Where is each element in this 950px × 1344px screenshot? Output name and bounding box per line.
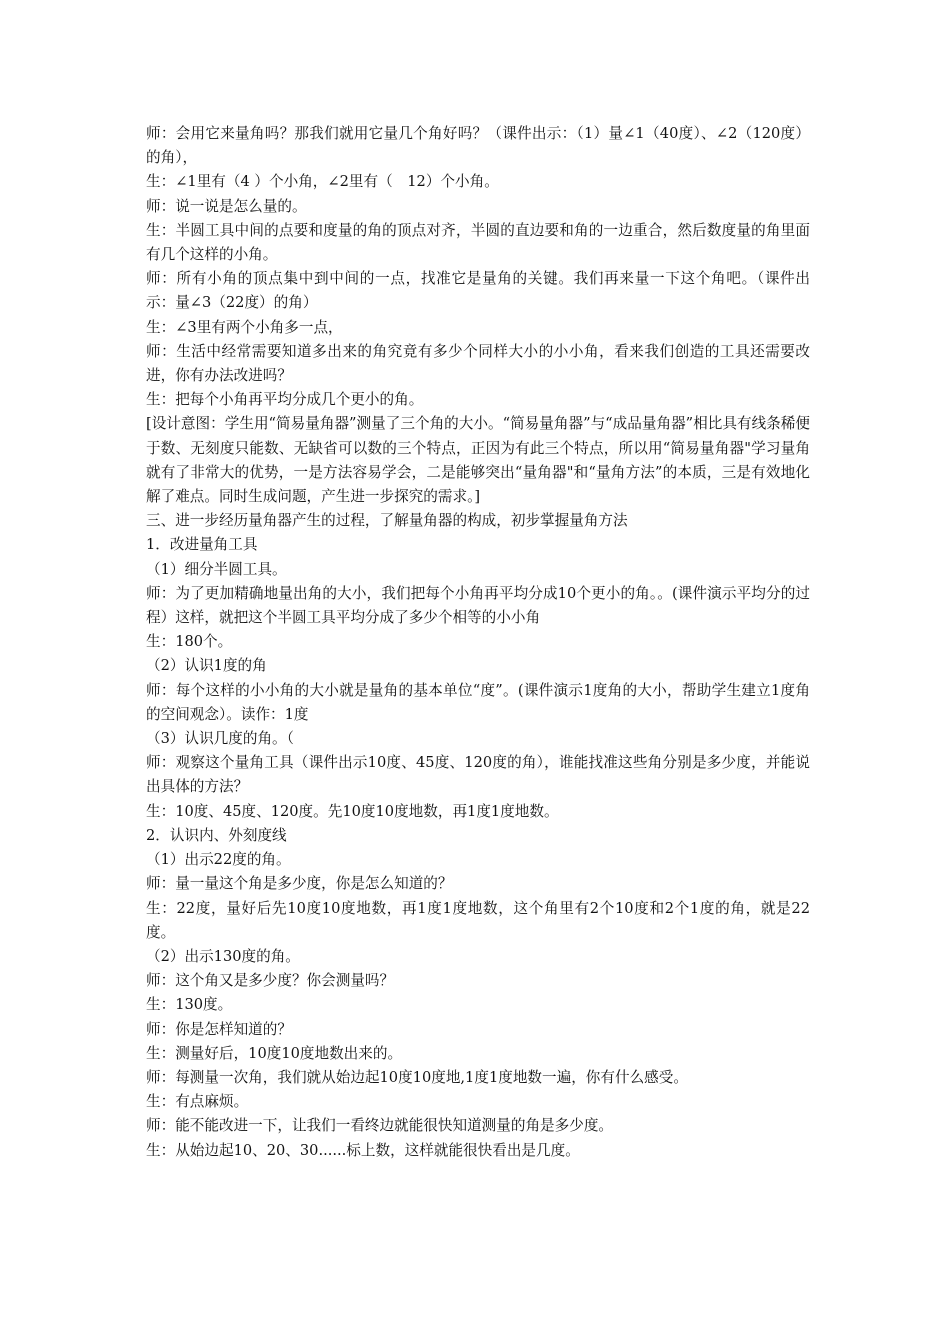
paragraph: 生：130度。 <box>146 996 233 1014</box>
paragraph: 师：这个角又是多少度？你会测量吗？ <box>146 972 395 990</box>
paragraph: 师：量一量这个角是多少度，你是怎么知道的？ <box>146 875 453 893</box>
step-heading: （3）认识几度的角。（ <box>146 730 294 748</box>
section-heading: 三、进一步经历量角器产生的过程，了解量角器的构成，初步掌握量角方法 <box>146 512 628 530</box>
paragraph: 生：22度，量好后先10度10度地数，再1度1度地数，这个角里有2个10度和2个1度的角，就是22度。 <box>146 899 810 941</box>
paragraph: 生：180个。 <box>146 633 233 651</box>
paragraph: 师：说一说是怎么量的。 <box>146 197 307 215</box>
paragraph: 生：半圆工具中间的点要和度量的角的顶点对齐，半圆的直边要和角的一边重合，然后数度量的角里面有几个这样的小角。 <box>146 221 810 264</box>
paragraph: 师：生活中经常需要知道多出来的角究竟有多少个同样大小的小小角，看来我们创造的工具还需要改进，你有办法改进吗？ <box>146 342 810 385</box>
paragraph: 生：∠1里有（4 ）个小角，∠2里有（ 12）个小角。 <box>146 173 499 191</box>
step-heading: （2）认识1度的角 <box>146 657 267 675</box>
subsection-heading: 2．认识内、外刻度线 <box>146 826 287 844</box>
paragraph: 生：10度、45度、120度。先10度10度地数，再1度1度地数。 <box>146 802 559 820</box>
paragraph: 师：能不能改进一下，让我们一看终边就能很快知道测量的角是多少度。 <box>146 1117 614 1135</box>
subsection-heading: 1．改进量角工具 <box>146 536 258 554</box>
paragraph: 生：测量好后，10度10度地数出来的。 <box>146 1044 403 1062</box>
paragraph: 师：每测量一次角，我们就从始边起10度10度地,1度1度地数一遍，你有什么感受。 <box>146 1068 688 1086</box>
document-body <box>146 122 810 1163</box>
step-heading: （1）细分半圆工具。 <box>146 560 287 578</box>
paragraph: 生：把每个小角再平均分成几个更小的角。 <box>146 391 424 409</box>
design-intent-paragraph: [设计意图：学生用“简易量角器”测量了三个角的大小。“简易量角器”与“成品量角器”相比具有线条稀便于数、无刻度只能数、无缺省可以数的三个特点，正因为有此三个特点，所以用“简易量角器"学习量角就有了非常大的优势，一是方法容易学会，二是能够突出“量角器"和“量角方法”的本质，三是有效地化解了难点。同时生成问题，产生进一步探究的需求。] <box>146 415 810 506</box>
paragraph: 师：你是怎样知道的？ <box>146 1020 292 1038</box>
step-heading: （2）出示130度的角。 <box>146 947 300 965</box>
paragraph: 师：所有小角的顶点集中到中间的一点，找准它是量角的关键。我们再来量一下这个角吧。（课件出示：量∠3（22度）的角） <box>146 270 810 312</box>
paragraph: 生：有点麻烦。 <box>146 1093 249 1111</box>
step-heading: （1）出示22度的角。 <box>146 851 291 869</box>
paragraph: 生：从始边起10、20、30......标上数，这样就能很快看出是几度。 <box>146 1141 580 1159</box>
paragraph: 师：观察这个量角工具（课件出示10度、45度、120度的角），谁能找准这些角分别是多少度，并能说出具体的方法？ <box>146 754 810 796</box>
paragraph: 师：会用它来量角吗？那我们就用它量几个角好吗？（课件出示：（1）量∠1（40度）、∠2（120度）的角）， <box>146 125 810 167</box>
paragraph: 师：为了更加精确地量出角的大小，我们把每个小角再平均分成10个更小的角。。(课件演示平均分的过程）这样，就把这个半圆工具平均分成了多少个相等的小小角 <box>146 584 810 627</box>
paragraph: 生：∠3里有两个小角多一点， <box>146 318 343 336</box>
paragraph: 师：每个这样的小小角的大小就是量角的基本单位“度”。(课件演示1度角的大小，帮助学生建立1度角的空间观念）。读作：1度 <box>146 681 810 723</box>
